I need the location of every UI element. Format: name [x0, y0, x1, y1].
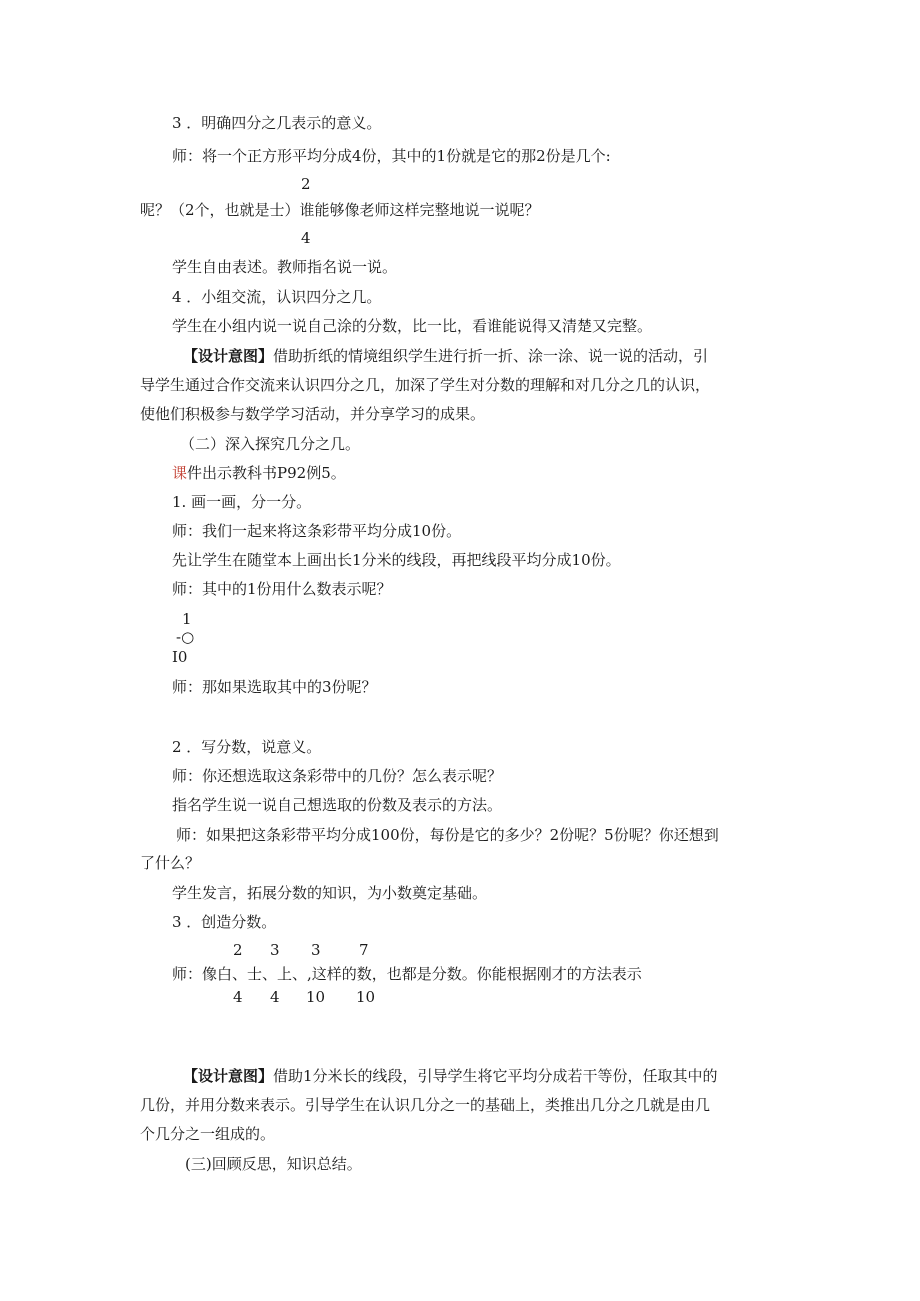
- section-two-heading: （二）深入探究几分之几。: [180, 435, 361, 453]
- teacher-three-parts-line: 师：那如果选取其中的3份呢？: [172, 678, 377, 696]
- fraction-numerator: 2: [301, 175, 311, 193]
- fraction-row-denominator: 10: [306, 988, 326, 1006]
- fraction-row-denominator: 10: [356, 988, 376, 1006]
- fraction-one-numerator: 1: [182, 610, 192, 628]
- design-intent-line-2: 导学生通过合作交流来认识四分之几，加深了学生对分数的理解和对几分之几的认识，: [140, 376, 711, 394]
- fraction-row-denominator: 4: [270, 988, 280, 1006]
- courseware-line: [172, 463, 346, 483]
- design-intent-tag: 【设计意图】: [183, 347, 274, 365]
- design-intent-text-2: 借助1分米长的线段，引导学生将它平均分成若干等份，任取其中的: [273, 1067, 718, 1085]
- student-speak-line: 学生发言，拓展分数的知识，为小数奠定基础。: [172, 884, 488, 902]
- teacher-line: 师：将一个正方形平均分成4份，其中的1份就是它的那2份是几个:: [172, 147, 611, 165]
- teacher-fractions-line: 师：像白、士、上、,这样的数，也都是分数。你能根据刚才的方法表示: [172, 965, 642, 983]
- fraction-row-numerator: 3: [311, 941, 321, 959]
- courseware-char: 课: [172, 464, 188, 482]
- design-intent-line-3: 使他们积极参与数学学习活动，并分享学习的成果。: [140, 405, 486, 423]
- step-4-heading: 4 ．小组交流，认识四分之几。: [172, 288, 382, 306]
- step-1-heading: 1. 画一画，分一分。: [172, 493, 312, 511]
- student-draw-line: 先让学生在随堂本上画出长1分米的线段，再把线段平均分成10份。: [172, 551, 621, 569]
- design-intent-paragraph-2: [183, 1066, 718, 1086]
- step-3-heading: 3 ．明确四分之几表示的意义。: [172, 114, 382, 132]
- step-3b-heading: 3 ．创造分数。: [172, 913, 277, 931]
- student-explain-line: 指名学生说一说自己想选取的份数及表示的方法。: [172, 796, 503, 814]
- fraction-row-numerator: 7: [359, 941, 369, 959]
- teacher-hundred-line: 师：如果把这条彩带平均分成100份，每份是它的多少？2份呢？5份呢？你还想到: [176, 826, 719, 844]
- teacher-choose-line: 师：你还想选取这条彩带中的几份？怎么表示呢？: [172, 767, 503, 785]
- student-group-line: 学生在小组内说一说自己涂的分数，比一比，看谁能说得又清楚又完整。: [172, 317, 653, 335]
- fraction-one-denominator: I0: [172, 648, 188, 666]
- design-intent-2-line-3: 个几分之一组成的。: [140, 1125, 276, 1143]
- fraction-denominator: 4: [301, 229, 311, 247]
- design-intent-text: 借助折纸的情境组织学生进行折一折、涂一涂、说一说的活动，引: [273, 347, 709, 365]
- fraction-row-denominator: 4: [233, 988, 243, 1006]
- fraction-one-bar: -○: [176, 628, 195, 646]
- section-three-heading: (三)回顾反思，知识总结。: [185, 1155, 362, 1173]
- design-intent-paragraph: [183, 346, 708, 366]
- step-2-heading: 2 ．写分数，说意义。: [172, 738, 322, 756]
- teacher-hundred-line-cont: 了什么？: [140, 854, 201, 872]
- teacher-line-cont: 呢？（2个，也就是士）谁能够像老师这样完整地说一说呢？: [140, 201, 540, 219]
- fraction-row-numerator: 2: [233, 941, 243, 959]
- student-line: 学生自由表述。教师指名说一说。: [172, 258, 398, 276]
- design-intent-2-line-2: 几份，并用分数来表示。引导学生在认识几分之一的基础上，类推出几分之几就是由几: [140, 1096, 711, 1114]
- courseware-text: 件出示教科书P92例5。: [187, 464, 346, 482]
- design-intent-tag-2: 【设计意图】: [183, 1067, 274, 1085]
- fraction-row-numerator: 3: [270, 941, 280, 959]
- teacher-question-line: 师：其中的1份用什么数表示呢？: [172, 580, 392, 598]
- teacher-ribbon-line: 师：我们一起来将这条彩带平均分成10份。: [172, 522, 462, 540]
